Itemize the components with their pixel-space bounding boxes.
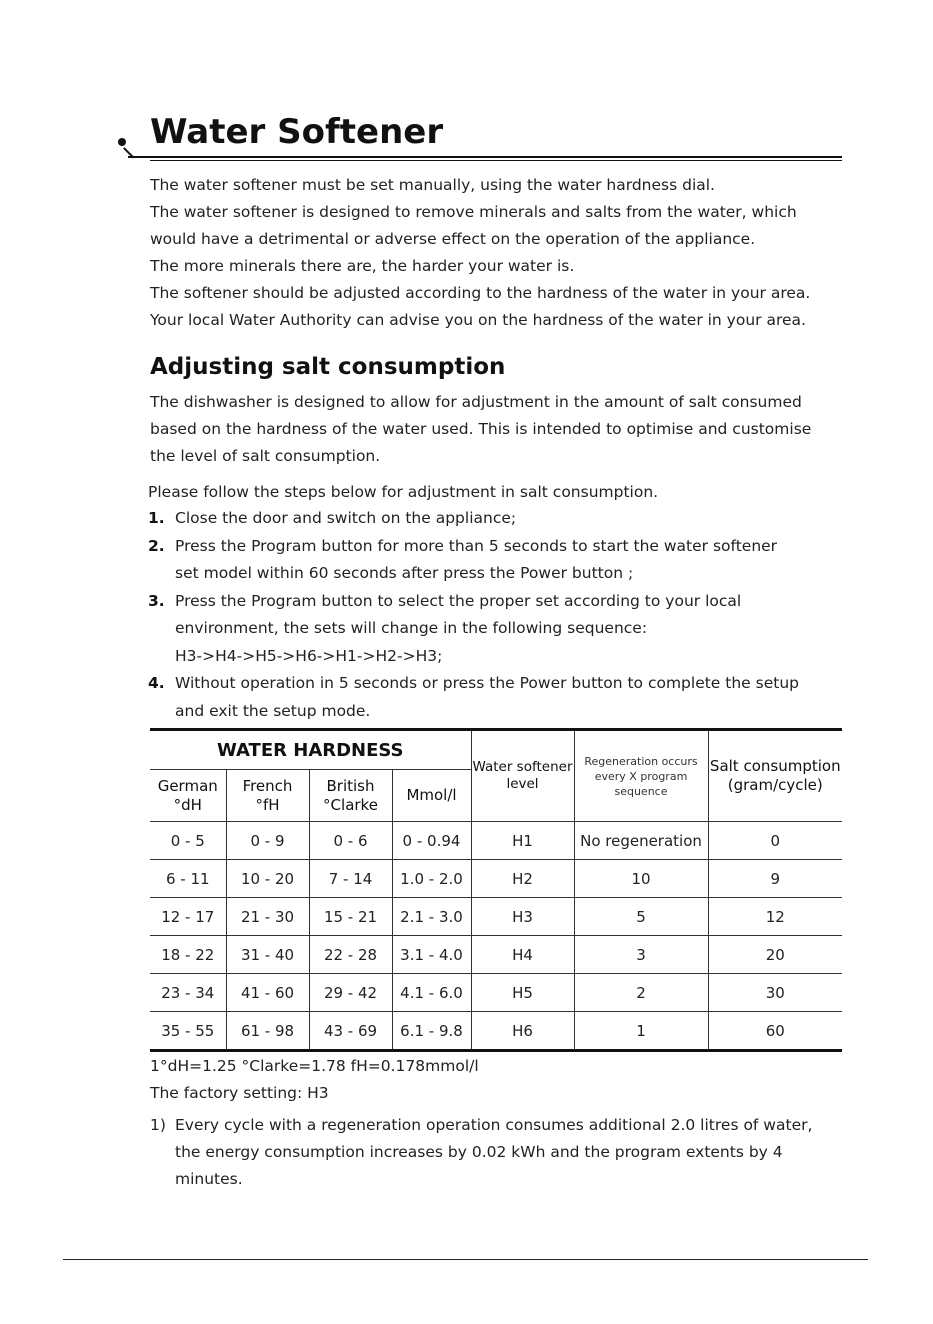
step-item — [148, 670, 799, 725]
table-cell: 30 — [708, 974, 842, 1012]
note-line: the energy consumption increases by 0.02 kWh and the program extents by 4 — [175, 1143, 783, 1161]
footnote-line: The factory setting: H3 — [150, 1084, 329, 1102]
table-cell: 3 — [574, 936, 708, 974]
table-cell: 35 - 55 — [150, 1012, 226, 1051]
adjust-line: the level of salt consumption. — [150, 447, 381, 465]
header-line: Regeneration occurs — [584, 754, 698, 768]
table-row — [150, 898, 842, 936]
table-row — [150, 936, 842, 974]
softener-level-header — [471, 730, 574, 822]
header-line: sequence — [614, 784, 668, 798]
table-cell: 9 — [708, 860, 842, 898]
table-cell: 3.1 - 4.0 — [392, 936, 471, 974]
note-line: Every cycle with a regeneration operation consumes additional 2.0 litres of water, — [175, 1116, 813, 1134]
table-cell: 2 — [574, 974, 708, 1012]
table-cell: 0 - 9 — [226, 822, 309, 860]
table-cell: 10 - 20 — [226, 860, 309, 898]
title-bullet-icon — [118, 138, 126, 146]
table-cell: H5 — [471, 974, 574, 1012]
table-cell: 31 - 40 — [226, 936, 309, 974]
adjust-paragraph — [150, 389, 811, 470]
step-text: and exit the setup mode. — [175, 701, 371, 720]
step-text: Press the Program button for more than 5 seconds to start the water softener — [175, 536, 778, 555]
salt-consumption-header — [708, 730, 842, 822]
intro-line: The more minerals there are, the harder your water is. — [150, 257, 575, 275]
table-cell: H1 — [471, 822, 574, 860]
page-title: Water Softener — [150, 112, 444, 152]
header-line: every X program — [594, 769, 688, 783]
table-cell: H6 — [471, 1012, 574, 1051]
header-line: French — [242, 776, 293, 795]
step-number: 1. — [148, 509, 165, 527]
intro-paragraph — [150, 172, 810, 334]
header-line: (gram/cycle) — [727, 776, 823, 794]
header-line: °Clarke — [323, 795, 378, 814]
step-text: Press the Program button to select the proper set according to your local — [175, 591, 742, 610]
table-cell: 5 — [574, 898, 708, 936]
table-cell: 20 — [708, 936, 842, 974]
intro-line: Your local Water Authority can advise you on the hardness of the water in your area. — [150, 311, 806, 329]
table-cell: 0 — [708, 822, 842, 860]
step-text: environment, the sets will change in the following sequence: — [175, 619, 648, 637]
step-item — [148, 588, 799, 671]
regeneration-header — [574, 730, 708, 822]
table-cell: H2 — [471, 860, 574, 898]
table-cell: 22 - 28 — [309, 936, 392, 974]
table-cell: 61 - 98 — [226, 1012, 309, 1051]
header-line: Salt consumption — [709, 757, 841, 775]
table-cell: 12 - 17 — [150, 898, 226, 936]
table-cell: No regeneration — [574, 822, 708, 860]
adjust-line: based on the hardness of the water used. This is intended to optimise and customise — [150, 420, 812, 438]
table-cell: 21 - 30 — [226, 898, 309, 936]
table-cell: 6.1 - 9.8 — [392, 1012, 471, 1051]
table-cell: 10 — [574, 860, 708, 898]
table-cell: 41 - 60 — [226, 974, 309, 1012]
table-cell: 6 - 11 — [150, 860, 226, 898]
table-cell: 1 — [574, 1012, 708, 1051]
table-row — [150, 822, 842, 860]
water-hardness-table — [150, 728, 842, 1052]
step-number: 3. — [148, 591, 165, 610]
step-text: Close the door and switch on the appliance; — [175, 509, 517, 527]
table-cell: 1.0 - 2.0 — [392, 860, 471, 898]
section-subheading: Adjusting salt consumption — [150, 354, 506, 380]
table-cell: H3 — [471, 898, 574, 936]
steps-intro — [148, 479, 658, 506]
mmol-header: Mmol/l — [392, 770, 471, 822]
footnote-line: 1°dH=1.25 °Clarke=1.78 fH=0.178mmol/l — [150, 1057, 479, 1075]
step-text: set model within 60 seconds after press the Power button ; — [175, 564, 634, 582]
header-line: British — [326, 776, 375, 795]
title-underline-thin — [150, 160, 842, 161]
table-cell: 60 — [708, 1012, 842, 1051]
british-header — [309, 770, 392, 822]
intro-line: The softener should be adjusted according to the hardness of the water in your area. — [150, 284, 811, 302]
step-number: 4. — [148, 674, 165, 692]
table-cell: 23 - 34 — [150, 974, 226, 1012]
table-cell: 4.1 - 6.0 — [392, 974, 471, 1012]
steps-intro-line: Please follow the steps below for adjustment in salt consumption. — [148, 483, 659, 501]
step-text: Without operation in 5 seconds or press the Power button to complete the setup — [175, 674, 799, 692]
table-cell: 18 - 22 — [150, 936, 226, 974]
intro-line: would have a detrimental or adverse effect on the operation of the appliance. — [150, 230, 756, 248]
step-text: H3->H4->H5->H6->H1->H2->H3; — [175, 646, 443, 665]
table-cell: 0 - 0.94 — [392, 822, 471, 860]
step-number: 2. — [148, 536, 165, 555]
intro-line: The water softener is designed to remove minerals and salts from the water, which — [150, 203, 797, 221]
water-hardness-header: WATER HARDNESS — [150, 730, 471, 770]
adjust-line: The dishwasher is designed to allow for adjustment in the amount of salt consumed — [150, 393, 802, 411]
table-cell: 15 - 21 — [309, 898, 392, 936]
table-cell: 29 - 42 — [309, 974, 392, 1012]
intro-line: The water softener must be set manually, using the water hardness dial. — [150, 176, 715, 194]
note-marker: 1) — [150, 1116, 166, 1134]
header-line: German — [157, 776, 218, 795]
french-header — [226, 770, 309, 822]
table-cell: 0 - 6 — [309, 822, 392, 860]
regeneration-note — [150, 1112, 812, 1193]
german-header — [150, 770, 226, 822]
title-underline — [128, 156, 842, 158]
header-line: level — [506, 776, 539, 792]
table-cell: 0 - 5 — [150, 822, 226, 860]
table-cell: 12 — [708, 898, 842, 936]
table-row — [150, 1012, 842, 1051]
table-cell: 43 - 69 — [309, 1012, 392, 1051]
header-line: °fH — [255, 795, 280, 814]
conversion-footnotes — [150, 1053, 479, 1107]
table-row — [150, 860, 842, 898]
table-cell: H4 — [471, 936, 574, 974]
header-line: °dH — [173, 795, 202, 814]
table-cell: 7 - 14 — [309, 860, 392, 898]
step-item — [148, 533, 799, 588]
note-line: minutes. — [175, 1170, 243, 1188]
table-cell: 2.1 - 3.0 — [392, 898, 471, 936]
step-item — [148, 505, 799, 533]
header-line: Water softener — [472, 759, 573, 775]
table-row — [150, 974, 842, 1012]
footer-rule — [63, 1259, 868, 1260]
steps-list — [148, 505, 799, 725]
